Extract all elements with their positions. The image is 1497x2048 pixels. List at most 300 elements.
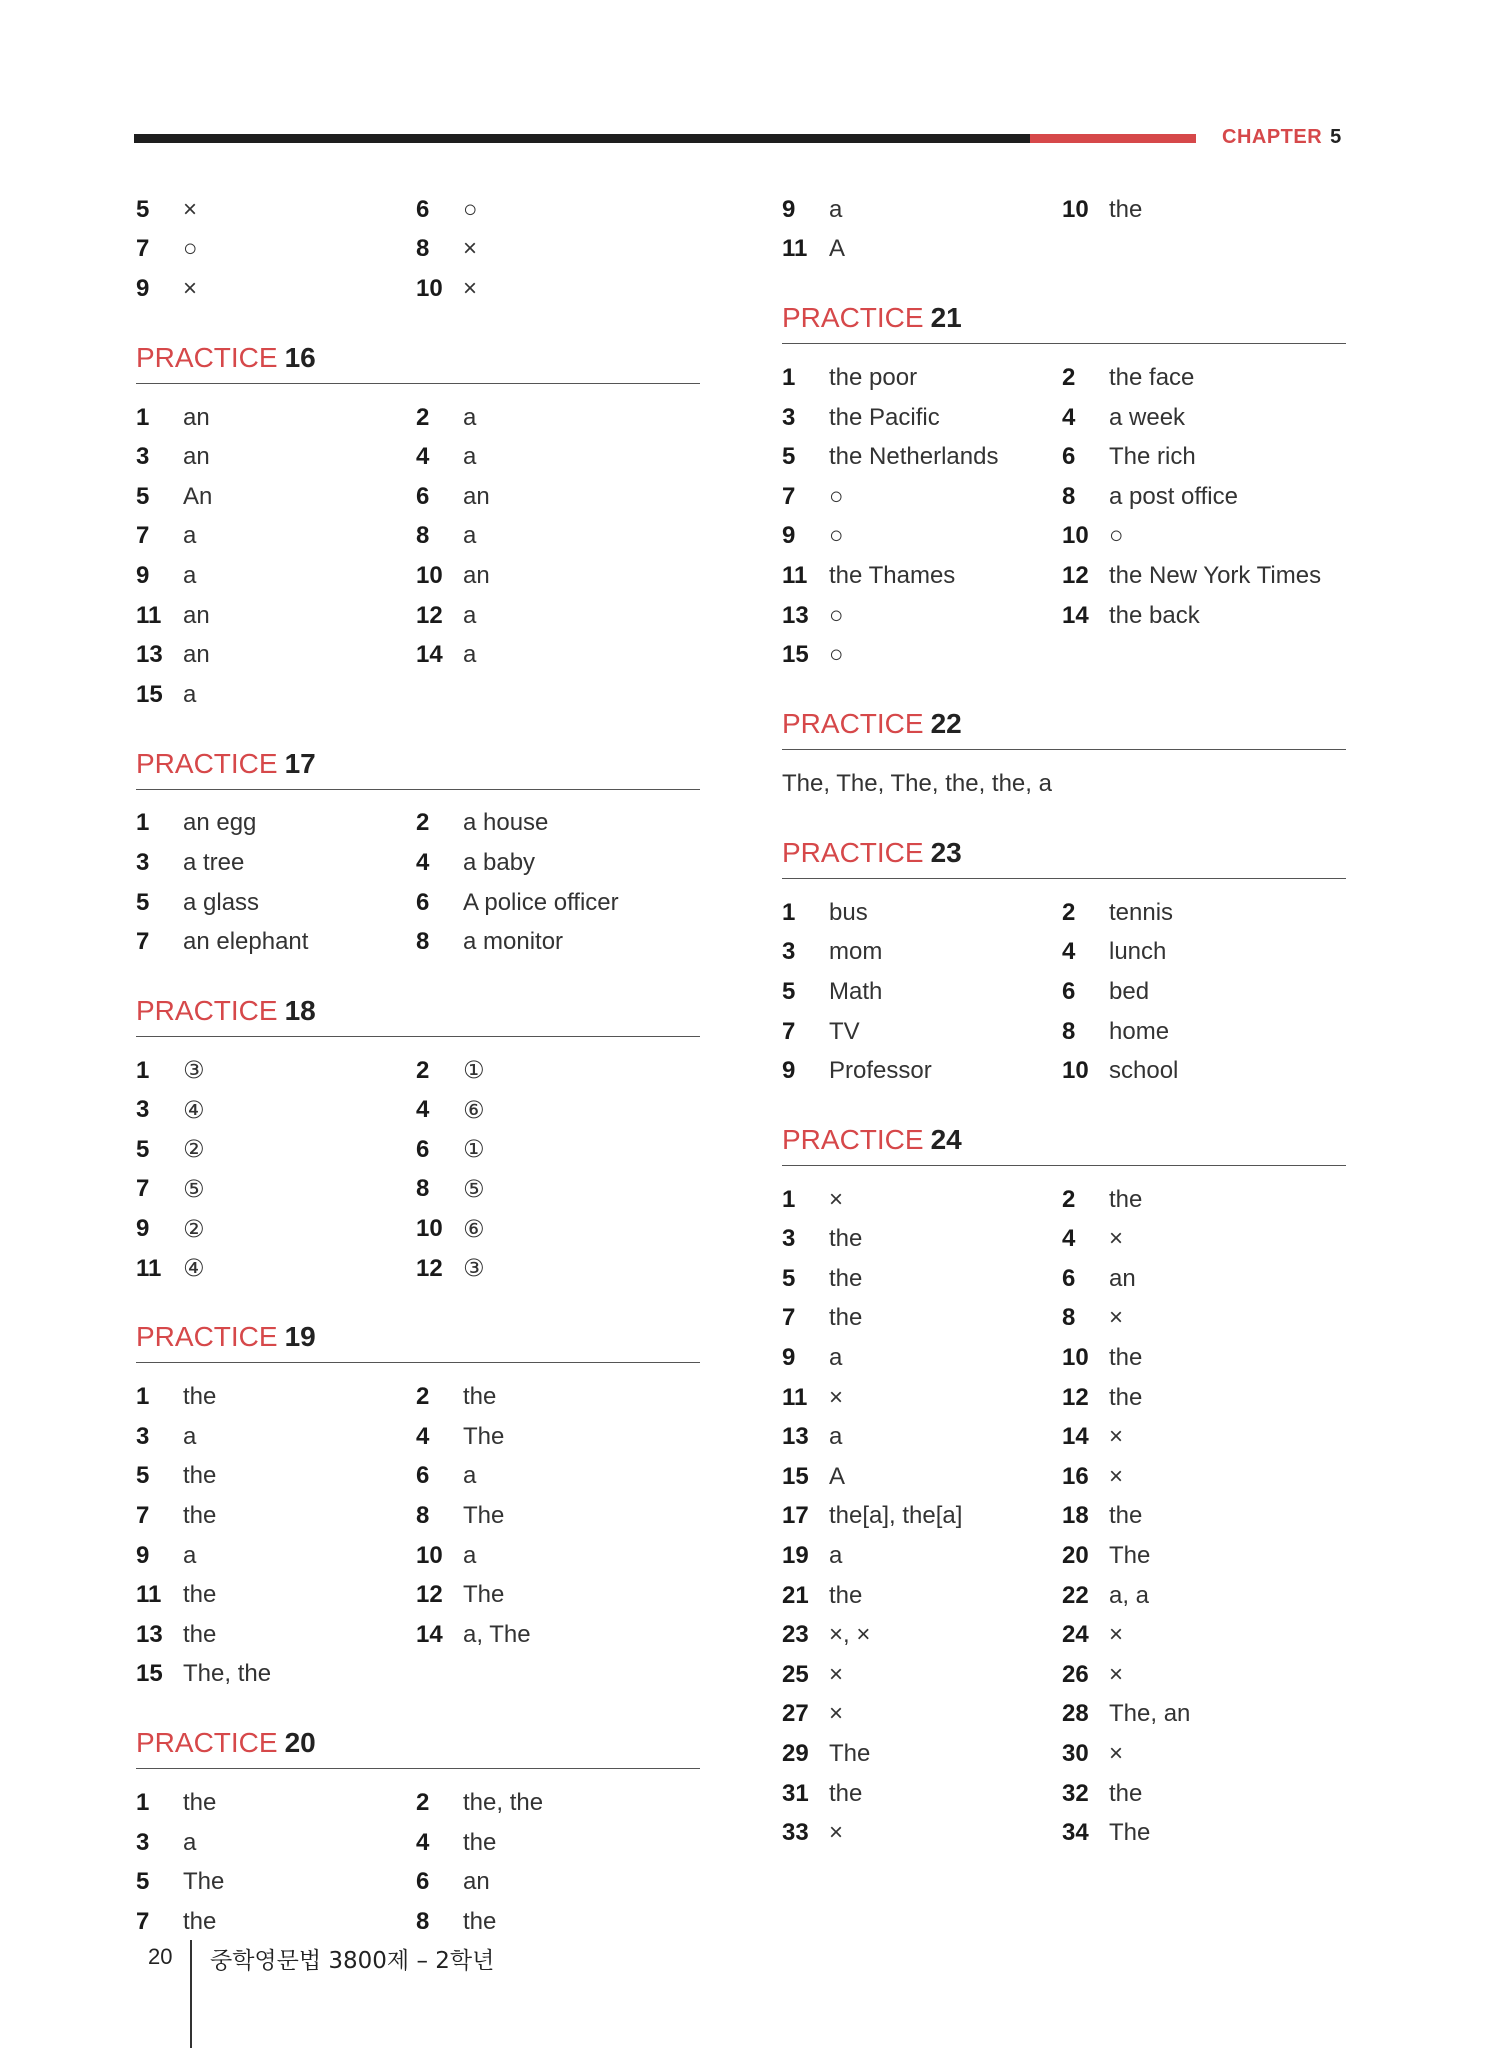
section-number: 23	[930, 836, 962, 868]
answer-number: 5	[782, 443, 796, 471]
practice-17	[136, 745, 700, 962]
answer-item	[416, 1496, 700, 1536]
answer-number: 4	[1062, 1225, 1076, 1253]
answer-value: a monitor	[463, 928, 564, 956]
answer-value: tennis	[1109, 898, 1174, 926]
answer-item	[1062, 596, 1346, 636]
answer-value: the, the	[463, 1789, 544, 1817]
answer-item	[1062, 1615, 1346, 1655]
answer-number: 32	[1062, 1779, 1089, 1807]
answer-number: 2	[416, 403, 430, 431]
answer-value: the	[183, 1907, 217, 1935]
answer-value: ×	[829, 1383, 844, 1411]
answer-value: the	[1109, 1383, 1143, 1411]
answer-value: the Netherlands	[829, 443, 999, 471]
answer-number: 6	[1062, 443, 1076, 471]
answer-item	[136, 1823, 416, 1863]
answer-value: ×	[829, 1660, 844, 1688]
answer-value: bus	[829, 898, 868, 926]
answer-value: ×	[1109, 1660, 1124, 1688]
answer-value: The	[1109, 1819, 1151, 1847]
answer-value: ④	[183, 1255, 205, 1283]
answer-item	[416, 269, 700, 309]
answer-item	[1062, 893, 1346, 933]
answer-item	[136, 477, 416, 517]
section-title	[782, 1121, 1346, 1166]
answer-value: a tree	[183, 848, 245, 876]
answer-number: 3	[782, 403, 796, 431]
chapter-number: 5	[1330, 126, 1342, 148]
answer-item	[1062, 1220, 1346, 1260]
answer-value: ①	[463, 1057, 485, 1085]
answer-number: 12	[1062, 561, 1089, 589]
answer-value: ③	[183, 1057, 205, 1085]
answer-number: 15	[782, 641, 809, 669]
answer-number: 11	[136, 1581, 162, 1609]
answer-value: the	[1109, 1185, 1143, 1213]
answer-value: the face	[1109, 363, 1195, 391]
answer-item	[782, 1012, 1062, 1052]
answer-value: a	[463, 1462, 477, 1490]
answer-grid	[782, 893, 1346, 1091]
answer-item	[782, 1378, 1062, 1418]
answer-value: The, an	[1109, 1700, 1191, 1728]
answer-value: Professor	[829, 1057, 932, 1085]
answer-number: 10	[1062, 1344, 1089, 1372]
answer-number: 14	[1062, 601, 1089, 629]
chapter-heading	[1222, 126, 1342, 149]
answer-item	[782, 596, 1062, 636]
answer-value: a	[463, 403, 477, 431]
answer-grid	[136, 804, 700, 962]
answer-value: a house	[463, 809, 549, 837]
answer-number: 12	[1062, 1383, 1089, 1411]
answer-value: the	[829, 1779, 863, 1807]
answer-value: ○	[829, 601, 844, 629]
answer-item	[416, 1130, 700, 1170]
section-label: PRACTICE	[136, 747, 278, 779]
answer-item	[1062, 1774, 1346, 1814]
answer-value: the	[183, 1383, 217, 1411]
section-title	[136, 1318, 700, 1363]
answer-number: 18	[1062, 1502, 1089, 1530]
answer-number: 10	[416, 274, 443, 302]
answer-number: 7	[136, 1502, 150, 1530]
answer-number: 6	[1062, 977, 1076, 1005]
answer-item	[416, 922, 700, 962]
answer-item	[416, 1417, 700, 1457]
answer-item	[136, 922, 416, 962]
answer-number: 6	[416, 1462, 430, 1490]
answer-value: ×	[183, 195, 198, 223]
answer-number: 26	[1062, 1660, 1089, 1688]
answer-item	[782, 477, 1062, 517]
answer-number: 6	[1062, 1264, 1076, 1292]
answer-number: 3	[136, 443, 150, 471]
answer-number: 16	[1062, 1462, 1089, 1490]
answer-value: The	[463, 1581, 505, 1609]
answer-value: The	[463, 1422, 505, 1450]
answer-number: 24	[1062, 1621, 1089, 1649]
answer-item	[416, 1575, 700, 1615]
answer-value: ⑥	[463, 1096, 485, 1124]
answer-value: the	[463, 1907, 497, 1935]
answer-number: 13	[136, 641, 163, 669]
answer-item	[1062, 1695, 1346, 1735]
answer-number: 11	[136, 601, 162, 629]
practice-21	[782, 299, 1346, 675]
answer-value: a	[183, 680, 197, 708]
answer-value: a	[463, 522, 477, 550]
answer-item	[782, 230, 1062, 270]
answer-number: 4	[1062, 938, 1076, 966]
answer-value: a	[829, 1542, 843, 1570]
section-label: PRACTICE	[782, 302, 924, 334]
answer-item	[1062, 1576, 1346, 1616]
answer-number: 3	[136, 1096, 150, 1124]
answer-number: 8	[416, 928, 430, 956]
answer-grid	[782, 358, 1346, 675]
answer-number: 7	[782, 1304, 796, 1332]
answer-item	[1062, 1299, 1346, 1339]
answer-item	[1062, 1051, 1346, 1091]
answer-value: ②	[183, 1215, 205, 1243]
answer-item	[416, 1823, 700, 1863]
answer-number: 29	[782, 1740, 809, 1768]
answer-item	[782, 635, 1062, 675]
section-label: PRACTICE	[136, 1321, 278, 1353]
answer-item	[416, 1051, 700, 1091]
answer-item	[136, 230, 416, 270]
answer-item	[1062, 1180, 1346, 1220]
answer-number: 1	[782, 363, 796, 391]
practice-20	[136, 1724, 700, 1941]
answer-value: the	[463, 1383, 497, 1411]
answer-value: A police officer	[463, 888, 619, 916]
left-column	[136, 190, 700, 1942]
answer-value: a week	[1109, 403, 1186, 431]
answer-grid	[136, 1783, 700, 1941]
section-label: PRACTICE	[782, 1123, 924, 1155]
answer-value: a	[183, 522, 197, 550]
answer-number: 33	[782, 1819, 809, 1847]
book-title: 중학영문법 3800제 – 2학년	[210, 1948, 495, 1974]
section-title	[136, 339, 700, 384]
answer-value: the	[183, 1502, 217, 1530]
answer-item	[416, 556, 700, 596]
section-label: PRACTICE	[782, 836, 924, 868]
answer-number: 10	[416, 1541, 443, 1569]
section-number: 22	[930, 707, 962, 739]
page-number: 20	[148, 1944, 173, 1969]
answer-value: a	[829, 1344, 843, 1372]
answer-value: an elephant	[183, 928, 309, 956]
answer-item	[1062, 1259, 1346, 1299]
answer-value: ×	[829, 1819, 844, 1847]
answer-item	[136, 398, 416, 438]
answer-value: a	[829, 1423, 843, 1451]
answer-value: a	[463, 1541, 477, 1569]
answer-value: ⑥	[463, 1215, 485, 1243]
answer-item	[782, 1051, 1062, 1091]
section-number: 16	[284, 341, 316, 373]
answer-value: The	[829, 1740, 871, 1768]
answer-value: the poor	[829, 363, 918, 391]
chapter-label: CHAPTER	[1222, 126, 1323, 148]
answer-value: ○	[1109, 522, 1124, 550]
section-number: 17	[284, 747, 316, 779]
answer-number: 5	[136, 1462, 150, 1490]
answer-value: a	[829, 195, 843, 223]
answer-number: 8	[1062, 1304, 1076, 1332]
answer-number: 28	[1062, 1700, 1089, 1728]
answer-value: a	[463, 601, 477, 629]
section-number: 21	[930, 302, 962, 334]
right-column	[782, 190, 1346, 1853]
answer-value: an	[183, 443, 210, 471]
answer-number: 4	[416, 848, 430, 876]
section-label: PRACTICE	[136, 1727, 278, 1759]
answer-number: 1	[782, 1185, 796, 1213]
answer-item	[136, 843, 416, 883]
answer-grid	[136, 398, 700, 715]
section-number: 20	[284, 1727, 316, 1759]
answer-number: 9	[136, 561, 150, 589]
answer-number: 7	[782, 482, 796, 510]
answer-number: 10	[1062, 522, 1089, 550]
answer-value: the	[829, 1304, 863, 1332]
answer-item	[416, 517, 700, 557]
answer-item	[416, 1862, 700, 1902]
answer-value: mom	[829, 938, 883, 966]
answer-item	[782, 1259, 1062, 1299]
answer-item	[782, 1457, 1062, 1497]
answer-value: the Thames	[829, 561, 956, 589]
answer-item	[416, 1902, 700, 1942]
section-title	[136, 992, 700, 1037]
answer-number: 15	[782, 1462, 809, 1490]
answer-number: 1	[136, 809, 150, 837]
answer-number: 2	[1062, 1185, 1076, 1213]
answer-number: 4	[416, 1422, 430, 1450]
answer-item	[136, 804, 416, 844]
answer-number: 5	[136, 1135, 150, 1163]
answer-item	[416, 398, 700, 438]
answer-item	[136, 1377, 416, 1417]
answer-number: 8	[1062, 482, 1076, 510]
answer-item	[782, 1180, 1062, 1220]
answer-item	[136, 1170, 416, 1210]
practice-23	[782, 834, 1346, 1091]
answer-item	[1062, 1457, 1346, 1497]
answer-value: a	[183, 1541, 197, 1569]
answer-number: 21	[782, 1581, 809, 1609]
section-label: PRACTICE	[136, 341, 278, 373]
answer-number: 13	[782, 1423, 809, 1451]
answer-number: 25	[782, 1660, 809, 1688]
answer-number: 27	[782, 1700, 809, 1728]
answer-value: the	[183, 1581, 217, 1609]
answer-item	[1062, 1497, 1346, 1537]
answer-number: 6	[416, 482, 430, 510]
answer-value: the	[1109, 1502, 1143, 1530]
answer-value: ×	[829, 1185, 844, 1213]
answer-value: ④	[183, 1096, 205, 1124]
answer-item	[136, 190, 416, 230]
answer-value: a post office	[1109, 482, 1238, 510]
answer-item	[136, 1457, 416, 1497]
answer-grid	[782, 1180, 1346, 1853]
answer-number: 7	[136, 522, 150, 550]
answer-item	[136, 556, 416, 596]
answer-number: 3	[136, 1828, 150, 1856]
answer-item	[136, 517, 416, 557]
practice-16	[136, 339, 700, 715]
answer-number: 5	[136, 1868, 150, 1896]
answer-number: 5	[136, 195, 150, 223]
answer-value: the	[1109, 195, 1143, 223]
answer-number: 9	[136, 1215, 150, 1243]
answer-item	[782, 972, 1062, 1012]
answer-number: 8	[416, 1175, 430, 1203]
answer-value: The, the	[183, 1660, 272, 1688]
answer-item	[782, 933, 1062, 973]
answer-number: 2	[1062, 898, 1076, 926]
answer-item	[1062, 933, 1346, 973]
answer-value: home	[1109, 1017, 1170, 1045]
answer-item	[1062, 1655, 1346, 1695]
answer-item	[1062, 1417, 1346, 1457]
answer-item	[1062, 1378, 1346, 1418]
answer-value: an	[183, 601, 210, 629]
answer-value: an	[1109, 1264, 1136, 1292]
answer-number: 17	[782, 1502, 809, 1530]
answer-number: 3	[782, 938, 796, 966]
answer-number: 9	[782, 522, 796, 550]
answer-number: 9	[782, 1057, 796, 1085]
answer-sentence: The, The, The, the, the, a	[782, 769, 1052, 797]
answer-number: 15	[136, 1660, 163, 1688]
answer-number: 7	[136, 928, 150, 956]
answer-number: 2	[1062, 363, 1076, 391]
answer-item	[416, 1377, 700, 1417]
answer-value: the	[829, 1264, 863, 1292]
answer-item	[782, 893, 1062, 933]
answer-number: 13	[782, 601, 809, 629]
answer-item	[416, 1783, 700, 1823]
answer-item	[782, 556, 1062, 596]
answer-item	[136, 1417, 416, 1457]
answer-number: 14	[416, 1620, 443, 1648]
answer-number: 9	[782, 195, 796, 223]
answer-value: the	[183, 1620, 217, 1648]
answer-item	[416, 843, 700, 883]
answer-number: 3	[136, 1422, 150, 1450]
answer-item	[782, 517, 1062, 557]
answer-number: 7	[782, 1017, 796, 1045]
answer-item	[782, 437, 1062, 477]
answer-number: 1	[136, 1789, 150, 1817]
answer-number: 3	[782, 1225, 796, 1253]
answer-number: 11	[136, 1254, 162, 1282]
answer-value: ×	[1109, 1740, 1124, 1768]
answer-value: TV	[829, 1017, 860, 1045]
answer-item	[416, 883, 700, 923]
answer-value: ③	[463, 1255, 485, 1283]
answer-item	[416, 804, 700, 844]
answer-value: ×	[829, 1700, 844, 1728]
answer-number: 8	[416, 1502, 430, 1530]
answer-value: An	[183, 482, 213, 510]
answer-item	[416, 1457, 700, 1497]
answer-number: 22	[1062, 1581, 1089, 1609]
answer-value: the Pacific	[829, 403, 940, 431]
answer-value: ×	[1109, 1225, 1124, 1253]
answer-value: the	[183, 1789, 217, 1817]
answer-item	[1062, 477, 1346, 517]
answer-number: 9	[136, 1541, 150, 1569]
answer-value: the[a], the[a]	[829, 1502, 963, 1530]
answer-value: the	[829, 1581, 863, 1609]
answer-number: 31	[782, 1779, 809, 1807]
answer-number: 9	[136, 274, 150, 302]
answer-item	[1062, 1536, 1346, 1576]
section-title	[782, 299, 1346, 344]
answer-number: 1	[136, 1056, 150, 1084]
answer-grid	[136, 1051, 700, 1289]
answer-number: 14	[1062, 1423, 1089, 1451]
answer-item	[782, 1338, 1062, 1378]
answer-number: 7	[136, 1907, 150, 1935]
answer-value: a	[183, 1828, 197, 1856]
answer-value: a, a	[1109, 1581, 1150, 1609]
answer-number: 11	[782, 235, 808, 263]
answer-number: 11	[782, 1383, 808, 1411]
answer-value: an	[463, 482, 490, 510]
answer-item	[136, 1902, 416, 1942]
continued-answers	[136, 190, 700, 309]
answer-item	[782, 1497, 1062, 1537]
answer-value: an	[183, 641, 210, 669]
answer-number: 5	[136, 482, 150, 510]
answer-value: the	[183, 1462, 217, 1490]
answer-item	[782, 1813, 1062, 1853]
answer-item	[136, 635, 416, 675]
answer-number: 30	[1062, 1740, 1089, 1768]
answer-item	[782, 358, 1062, 398]
answer-value: ○	[829, 482, 844, 510]
answer-item	[782, 1536, 1062, 1576]
answer-number: 2	[416, 809, 430, 837]
answer-item	[782, 1576, 1062, 1616]
answer-number: 19	[782, 1542, 809, 1570]
answer-number: 2	[416, 1383, 430, 1411]
answer-value: lunch	[1109, 938, 1167, 966]
answer-value: ×	[1109, 1304, 1124, 1332]
answer-item	[1062, 358, 1346, 398]
answer-item	[136, 883, 416, 923]
answer-value: the	[829, 1225, 863, 1253]
answer-value: the	[463, 1828, 497, 1856]
answer-value: the	[1109, 1344, 1143, 1372]
answer-number: 6	[416, 1135, 430, 1163]
answer-value: ×	[463, 235, 478, 263]
answer-value: A	[829, 1462, 846, 1490]
answer-value: the	[1109, 1779, 1143, 1807]
answer-item	[416, 230, 700, 270]
section-label: PRACTICE	[136, 994, 278, 1026]
answer-value: a	[183, 561, 197, 589]
